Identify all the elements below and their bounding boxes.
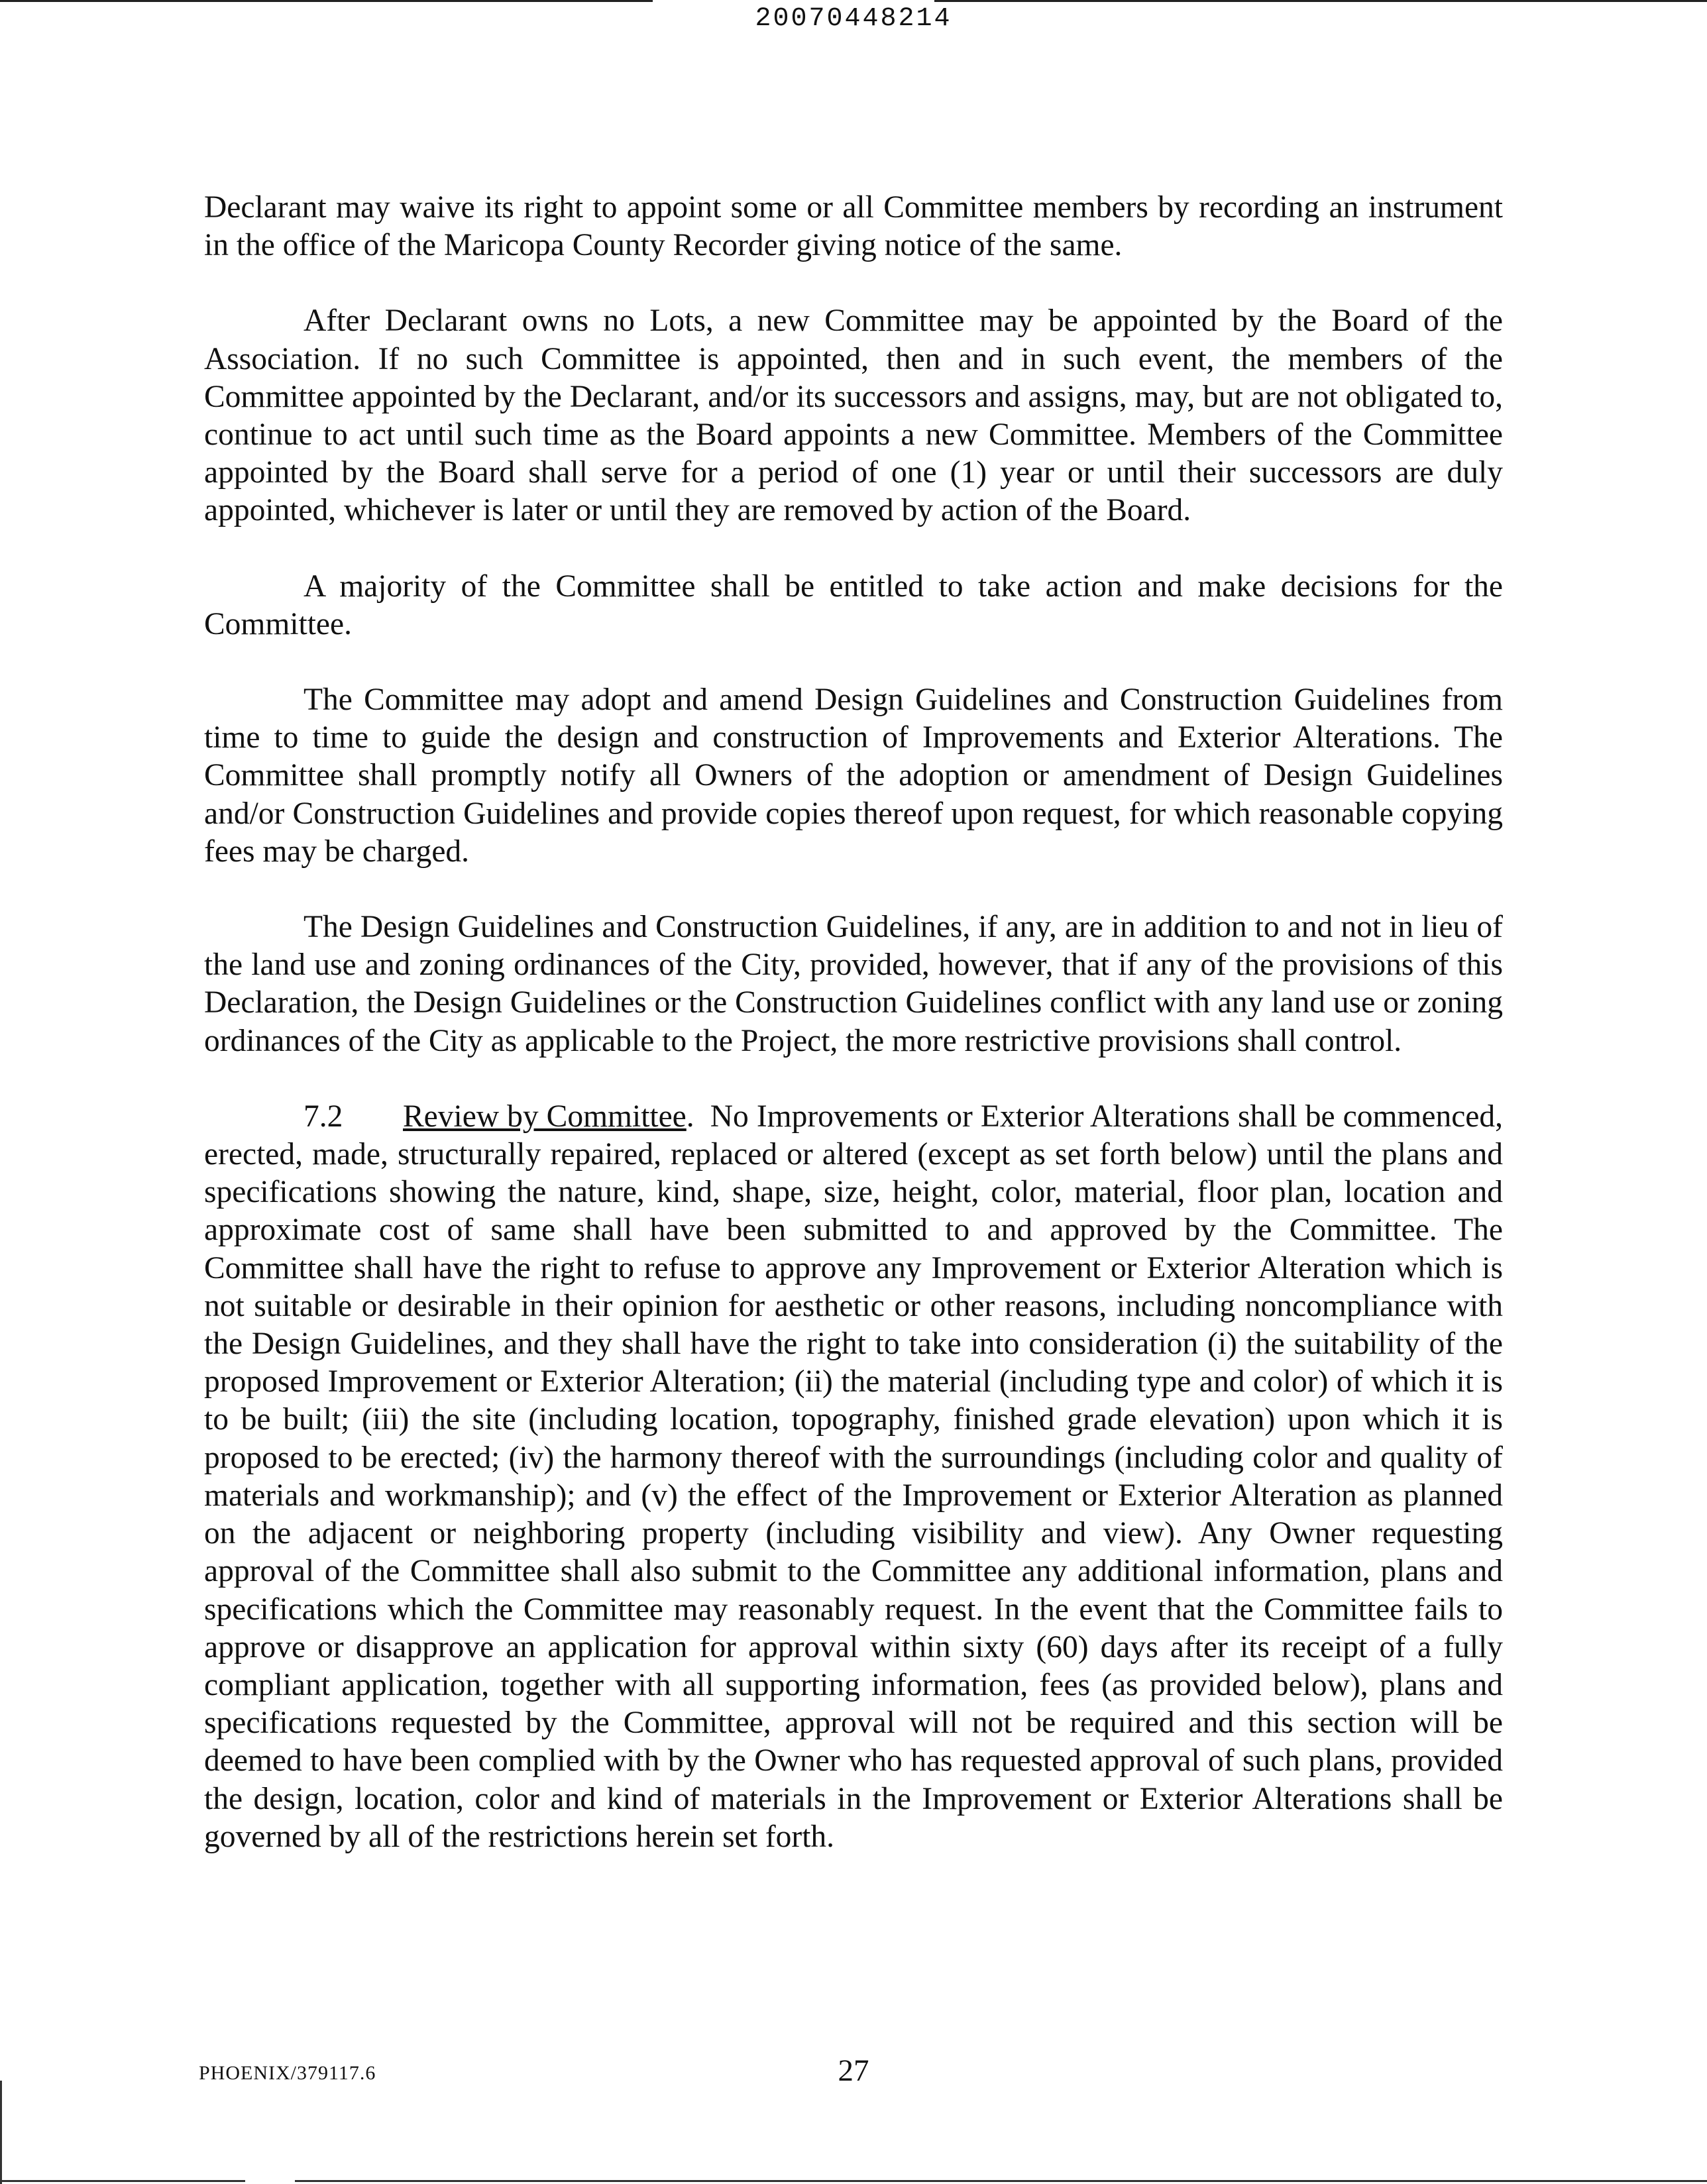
- paragraph-waive-appointment: Declarant may waive its right to appoint some or all Committee members by recording an instrument in the office of the Maricopa County Recorder giving notice of the same.: [204, 190, 1503, 263]
- paragraph-majority: A majority of the Committee shall be entitled to take action and make decisions for the Committee.: [204, 569, 1503, 641]
- section-heading: Review by Committee: [403, 1099, 687, 1134]
- left-border-line: [0, 2081, 2, 2184]
- paragraph-new-committee: After Declarant owns no Lots, a new Committee may be appointed by the Board of the Association. If no such Committee is appointed, then and in such event, the members of the Committee appointed by the Declarant, and/or its successors and assigns, may, but are not obligated to, continue to act until such time as the Board appoints a new Committee. Members of the Committee appointed by the Board shall serve for a period of one (1) year or until their successors are duly appointed, whichever is later or until they are removed by action of the Board.: [204, 303, 1503, 528]
- top-border-line-left: [0, 0, 653, 2]
- page-number: 27: [838, 2053, 869, 2088]
- paragraph-design-guidelines: The Committee may adopt and amend Design Guidelines and Construction Guidelines from time to time to guide the design and construction of Improvements and Exterior Alterations. The Committee shall promptly notify all Owners of the adoption or amendment of Design Guidelines and/or Construction Guidelines and provide copies thereof upon request, for which reasonable copying fees may be charged.: [204, 682, 1503, 869]
- paragraph-guidelines-zoning: The Design Guidelines and Construction Guidelines, if any, are in addition to and not in lieu of the land use and zoning ordinances of the City, provided, however, that if any of the provisions of this Declaration, the Design Guidelines or the Construction Guidelines conflict with any land use or zoning ordinances of the City as applicable to the Project, the more restrictive provisions shall control.: [204, 910, 1503, 1058]
- footer-document-id: PHOENIX/379117.6: [199, 2062, 376, 2084]
- section-text: No Improvements or Exterior Alterations shall be commenced, erected, made, structurally repaired, replaced or altered (except as set forth below) until the plans and specifications showing the nature, kind, shape, size, height, color, material, floor plan, location and approximate cost of same shall have been submitted to and approved by the Committee. The Committee shall have the right to refuse to approve any Improvement or Exterior Alteration which is not suitable or desirable in their opinion for aesthetic or other reasons, including noncompliance with the Design Guidelines, and they shall have the right to take into consideration (i) the suitability of the proposed Improvement or Exterior Alteration; (ii) the material (including type and color) of which it is to be built; (iii) the site (including location, topography, finished grade elevation) upon which it is proposed to be erected; (iv) the harmony thereof with the surroundings (including color and quality of materials and workmanship); and (v) the effect of the Improvement or Exterior Alteration as planned on the adjacent or neighboring property (including visibility and view). Any Owner requesting approval of the Committee shall also submit to the Committee any additional information, plans and specifications which the Committee may reasonably request. In the event that the Committee fails to approve or disapprove an application for approval within sixty (60) days after its receipt of a fully compliant application, together with all supporting information, fees (as provided below), plans and specifications requested by the Committee, approval will not be required and this section will be deemed to have been complied with by the Owner who has requested approval of such plans, provided the design, location, color and kind of materials in the Improvement or Exterior Alterations shall be governed by all of the restrictions herein set forth.: [204, 1099, 1503, 1854]
- top-border-line-right: [934, 0, 1707, 2]
- section-heading-period: .: [686, 1099, 694, 1134]
- section-7-2: [204, 1098, 1503, 1856]
- document-body: [204, 189, 1503, 1894]
- section-number: 7.2: [303, 1099, 343, 1134]
- bottom-border-line-right: [295, 2180, 1707, 2182]
- recording-number: 20070448214: [755, 4, 952, 34]
- bottom-border-line-left: [0, 2180, 245, 2182]
